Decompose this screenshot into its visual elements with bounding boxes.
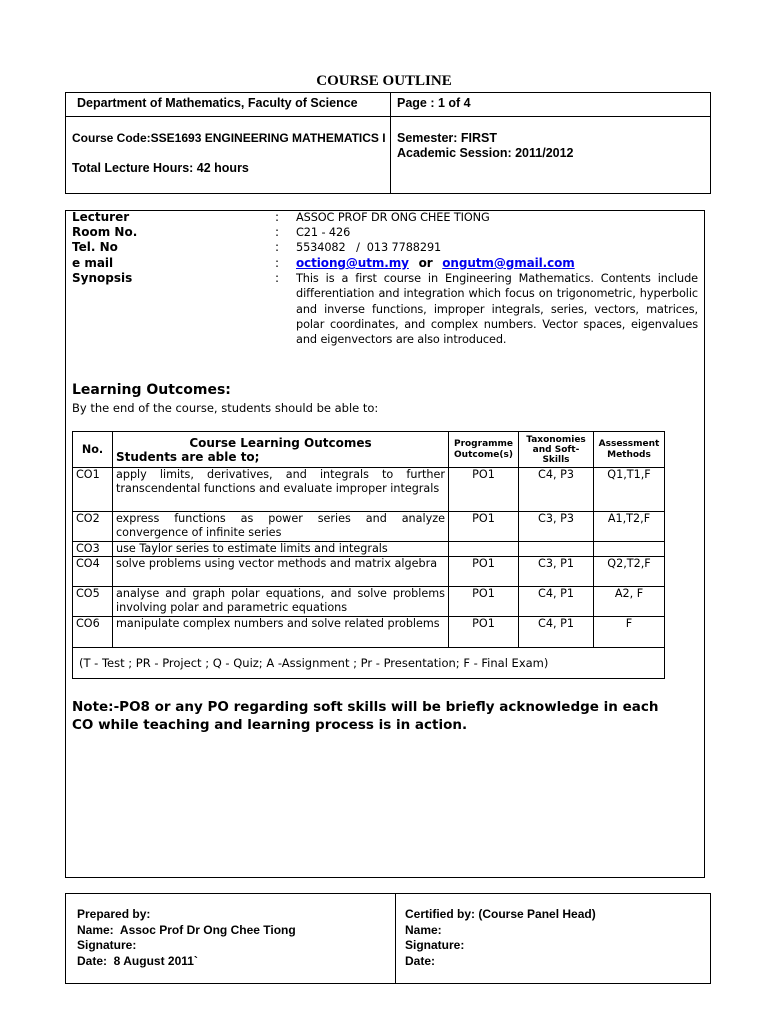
prepared-by-label: Prepared by: bbox=[77, 907, 151, 921]
row-po: PO1 bbox=[449, 468, 519, 512]
row-outcome: apply limits, derivatives, and integrals to further transcendental functions and evaluate improper integrals bbox=[113, 468, 449, 512]
col-header-taxonomy: Taxonomies and Soft-Skills bbox=[519, 432, 594, 468]
colon: : bbox=[275, 210, 280, 224]
certified-signature: Signature: bbox=[405, 938, 465, 952]
course-code: Course Code:SSE1693 ENGINEERING MATHEMATICS I bbox=[72, 131, 386, 145]
row-taxonomy: C4, P1 bbox=[519, 617, 594, 648]
row-taxonomy: C4, P3 bbox=[519, 468, 594, 512]
lecturer-name: ASSOC PROF DR ONG CHEE TIONG bbox=[296, 211, 490, 224]
assessment-legend: (T - Test ; PR - Project ; Q - Quiz; A -Assignment ; Pr - Presentation; F - Final Exam) bbox=[73, 648, 665, 679]
prepared-block bbox=[77, 907, 296, 969]
row-no: CO6 bbox=[73, 617, 113, 648]
email-link-utm[interactable]: octiong@utm.my bbox=[296, 256, 409, 270]
row-assessment: Q1,T1,F bbox=[594, 468, 665, 512]
learning-outcomes-heading: Learning Outcomes: bbox=[72, 382, 231, 398]
table-row bbox=[73, 617, 665, 648]
table-row bbox=[73, 512, 665, 542]
table-header-row bbox=[73, 432, 665, 468]
synopsis-text: This is a first course in Engineering Mathematics. Contents include differentiation and integration which focus on trigonometric, hyperbolic and inverse functions, improper integrals, series, vectors, matrices, polar coordinates, and complex numbers. Vector spaces, eigenvalues and eigenvectors are also introduced. bbox=[296, 272, 698, 347]
certified-date: Date: bbox=[405, 953, 436, 968]
row-no: CO5 bbox=[73, 587, 113, 617]
tel-label: Tel. No bbox=[72, 240, 118, 254]
row-no: CO4 bbox=[73, 557, 113, 587]
col-header-assessment: Assessment Methods bbox=[594, 432, 665, 468]
email-label: e mail bbox=[72, 256, 114, 270]
colon: : bbox=[275, 225, 280, 239]
header-divider bbox=[65, 116, 711, 117]
clo-table bbox=[72, 431, 665, 679]
prepared-date: Date: 8 August 2011` bbox=[77, 953, 198, 968]
soft-skills-note: Note:-PO8 or any PO regarding soft skills will be briefly acknowledge in each CO while teaching and learning process is in action. bbox=[72, 699, 659, 733]
table-row bbox=[73, 557, 665, 587]
legend-row bbox=[73, 648, 665, 679]
colon: : bbox=[275, 271, 280, 285]
row-taxonomy bbox=[519, 542, 594, 557]
row-taxonomy: C4, P1 bbox=[519, 587, 594, 617]
academic-session: Academic Session: 2011/2012 bbox=[397, 146, 574, 160]
row-assessment bbox=[594, 542, 665, 557]
row-outcome: express functions as power series and analyze convergence of infinite series bbox=[113, 512, 449, 542]
row-po bbox=[449, 542, 519, 557]
table-row bbox=[73, 542, 665, 557]
prepared-name: Name: Assoc Prof Dr Ong Chee Tiong bbox=[77, 922, 296, 937]
email-line bbox=[296, 256, 575, 270]
tel-number: 5534082 / 013 7788291 bbox=[296, 241, 442, 254]
col-header-po: Programme Outcome(s) bbox=[449, 432, 519, 468]
colon: : bbox=[275, 240, 280, 254]
row-outcome: manipulate complex numbers and solve related problems bbox=[113, 617, 449, 648]
table-row bbox=[73, 587, 665, 617]
footer-divider bbox=[395, 893, 396, 984]
row-po: PO1 bbox=[449, 617, 519, 648]
row-no: CO3 bbox=[73, 542, 113, 557]
page-number: Page : 1 of 4 bbox=[397, 96, 471, 110]
row-assessment: A2, F bbox=[594, 587, 665, 617]
row-po: PO1 bbox=[449, 557, 519, 587]
room-number: C21 - 426 bbox=[296, 226, 351, 239]
row-assessment: A1,T2,F bbox=[594, 512, 665, 542]
header-column-divider bbox=[390, 92, 391, 194]
row-po: PO1 bbox=[449, 587, 519, 617]
prepared-signature: Signature: bbox=[77, 938, 137, 952]
row-taxonomy: C3, P1 bbox=[519, 557, 594, 587]
room-label: Room No. bbox=[72, 225, 138, 239]
col-header-no: No. bbox=[73, 432, 113, 468]
row-taxonomy: C3, P3 bbox=[519, 512, 594, 542]
certified-by-label: Certified by: (Course Panel Head) bbox=[405, 907, 596, 921]
certified-name: Name: bbox=[405, 922, 442, 937]
row-no: CO2 bbox=[73, 512, 113, 542]
page-title: COURSE OUTLINE bbox=[316, 73, 452, 89]
total-hours: Total Lecture Hours: 42 hours bbox=[72, 161, 249, 175]
department: Department of Mathematics, Faculty of Science bbox=[77, 96, 358, 110]
learning-outcomes-intro: By the end of the course, students should be able to: bbox=[72, 401, 379, 415]
row-assessment: Q2,T2,F bbox=[594, 557, 665, 587]
email-or: or bbox=[418, 256, 433, 270]
col-header-clo bbox=[113, 432, 449, 468]
lecturer-label: Lecturer bbox=[72, 210, 130, 224]
row-assessment: F bbox=[594, 617, 665, 648]
row-outcome: solve problems using vector methods and matrix algebra bbox=[113, 557, 449, 587]
certified-block bbox=[405, 907, 596, 969]
table-row bbox=[73, 468, 665, 512]
colon: : bbox=[275, 256, 280, 270]
clo-header-sub: Students are able to; bbox=[116, 449, 260, 464]
clo-header-title: Course Learning Outcomes bbox=[189, 435, 372, 450]
row-po: PO1 bbox=[449, 512, 519, 542]
synopsis-label: Synopsis bbox=[72, 271, 133, 285]
row-outcome: analyse and graph polar equations, and solve problems involving polar and parametric equations bbox=[113, 587, 449, 617]
row-outcome: use Taylor series to estimate limits and integrals bbox=[113, 542, 449, 557]
email-link-gmail[interactable]: ongutm@gmail.com bbox=[442, 256, 575, 270]
semester: Semester: FIRST bbox=[397, 131, 498, 145]
row-no: CO1 bbox=[73, 468, 113, 512]
